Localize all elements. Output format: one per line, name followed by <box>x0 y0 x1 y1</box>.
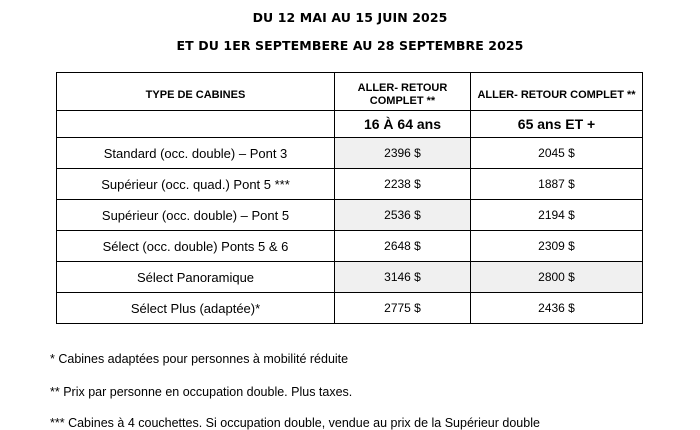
price-65-plus: 1887 $ <box>471 169 643 200</box>
age-group-row <box>57 111 643 138</box>
cabin-name: Sélect Panoramique <box>57 262 335 293</box>
footnote-price-per-person: ** Prix par personne en occupation double. Plus taxes. <box>50 385 353 399</box>
footnote-adapted-cabins: * Cabines adaptées pour personnes à mobilité réduite <box>50 352 349 366</box>
table-row <box>57 262 643 293</box>
cabin-name: Sélect (occ. double) Ponts 5 & 6 <box>57 231 335 262</box>
price-65-plus: 2045 $ <box>471 138 643 169</box>
header-round-trip-1: ALLER- RETOUR COMPLET ** <box>335 73 471 111</box>
price-16-64: 2775 $ <box>335 293 471 324</box>
cabin-name: Supérieur (occ. double) – Pont 5 <box>57 200 335 231</box>
price-65-plus: 2436 $ <box>471 293 643 324</box>
footnote-quad-cabins: *** Cabines à 4 couchettes. Si occupation double, vendue au prix de la Supérieur double <box>50 416 540 430</box>
price-16-64: 2396 $ <box>335 138 471 169</box>
price-65-plus: 2194 $ <box>471 200 643 231</box>
table-row <box>57 138 643 169</box>
heading-dates-1: DU 12 MAI AU 15 JUIN 2025 <box>252 10 448 25</box>
heading-dates-2: ET DU 1ER SEPTEMBERE AU 28 SEPTEMBRE 2025 <box>176 38 524 53</box>
table-header-row <box>57 73 643 111</box>
age-group-65-plus: 65 ans ET + <box>471 111 643 138</box>
price-table <box>56 72 643 324</box>
header-cabin-type: TYPE DE CABINES <box>57 73 335 111</box>
cabin-name: Supérieur (occ. quad.) Pont 5 *** <box>57 169 335 200</box>
age-group-empty <box>57 111 335 138</box>
table-row <box>57 169 643 200</box>
price-65-plus: 2309 $ <box>471 231 643 262</box>
table-row <box>57 231 643 262</box>
price-16-64: 3146 $ <box>335 262 471 293</box>
price-16-64: 2536 $ <box>335 200 471 231</box>
cabin-name: Standard (occ. double) – Pont 3 <box>57 138 335 169</box>
price-16-64: 2238 $ <box>335 169 471 200</box>
header-round-trip-2: ALLER- RETOUR COMPLET ** <box>471 73 643 111</box>
price-65-plus: 2800 $ <box>471 262 643 293</box>
table-row <box>57 293 643 324</box>
cabin-name: Sélect Plus (adaptée)* <box>57 293 335 324</box>
price-16-64: 2648 $ <box>335 231 471 262</box>
age-group-16-64: 16 À 64 ans <box>335 111 471 138</box>
table-row <box>57 200 643 231</box>
